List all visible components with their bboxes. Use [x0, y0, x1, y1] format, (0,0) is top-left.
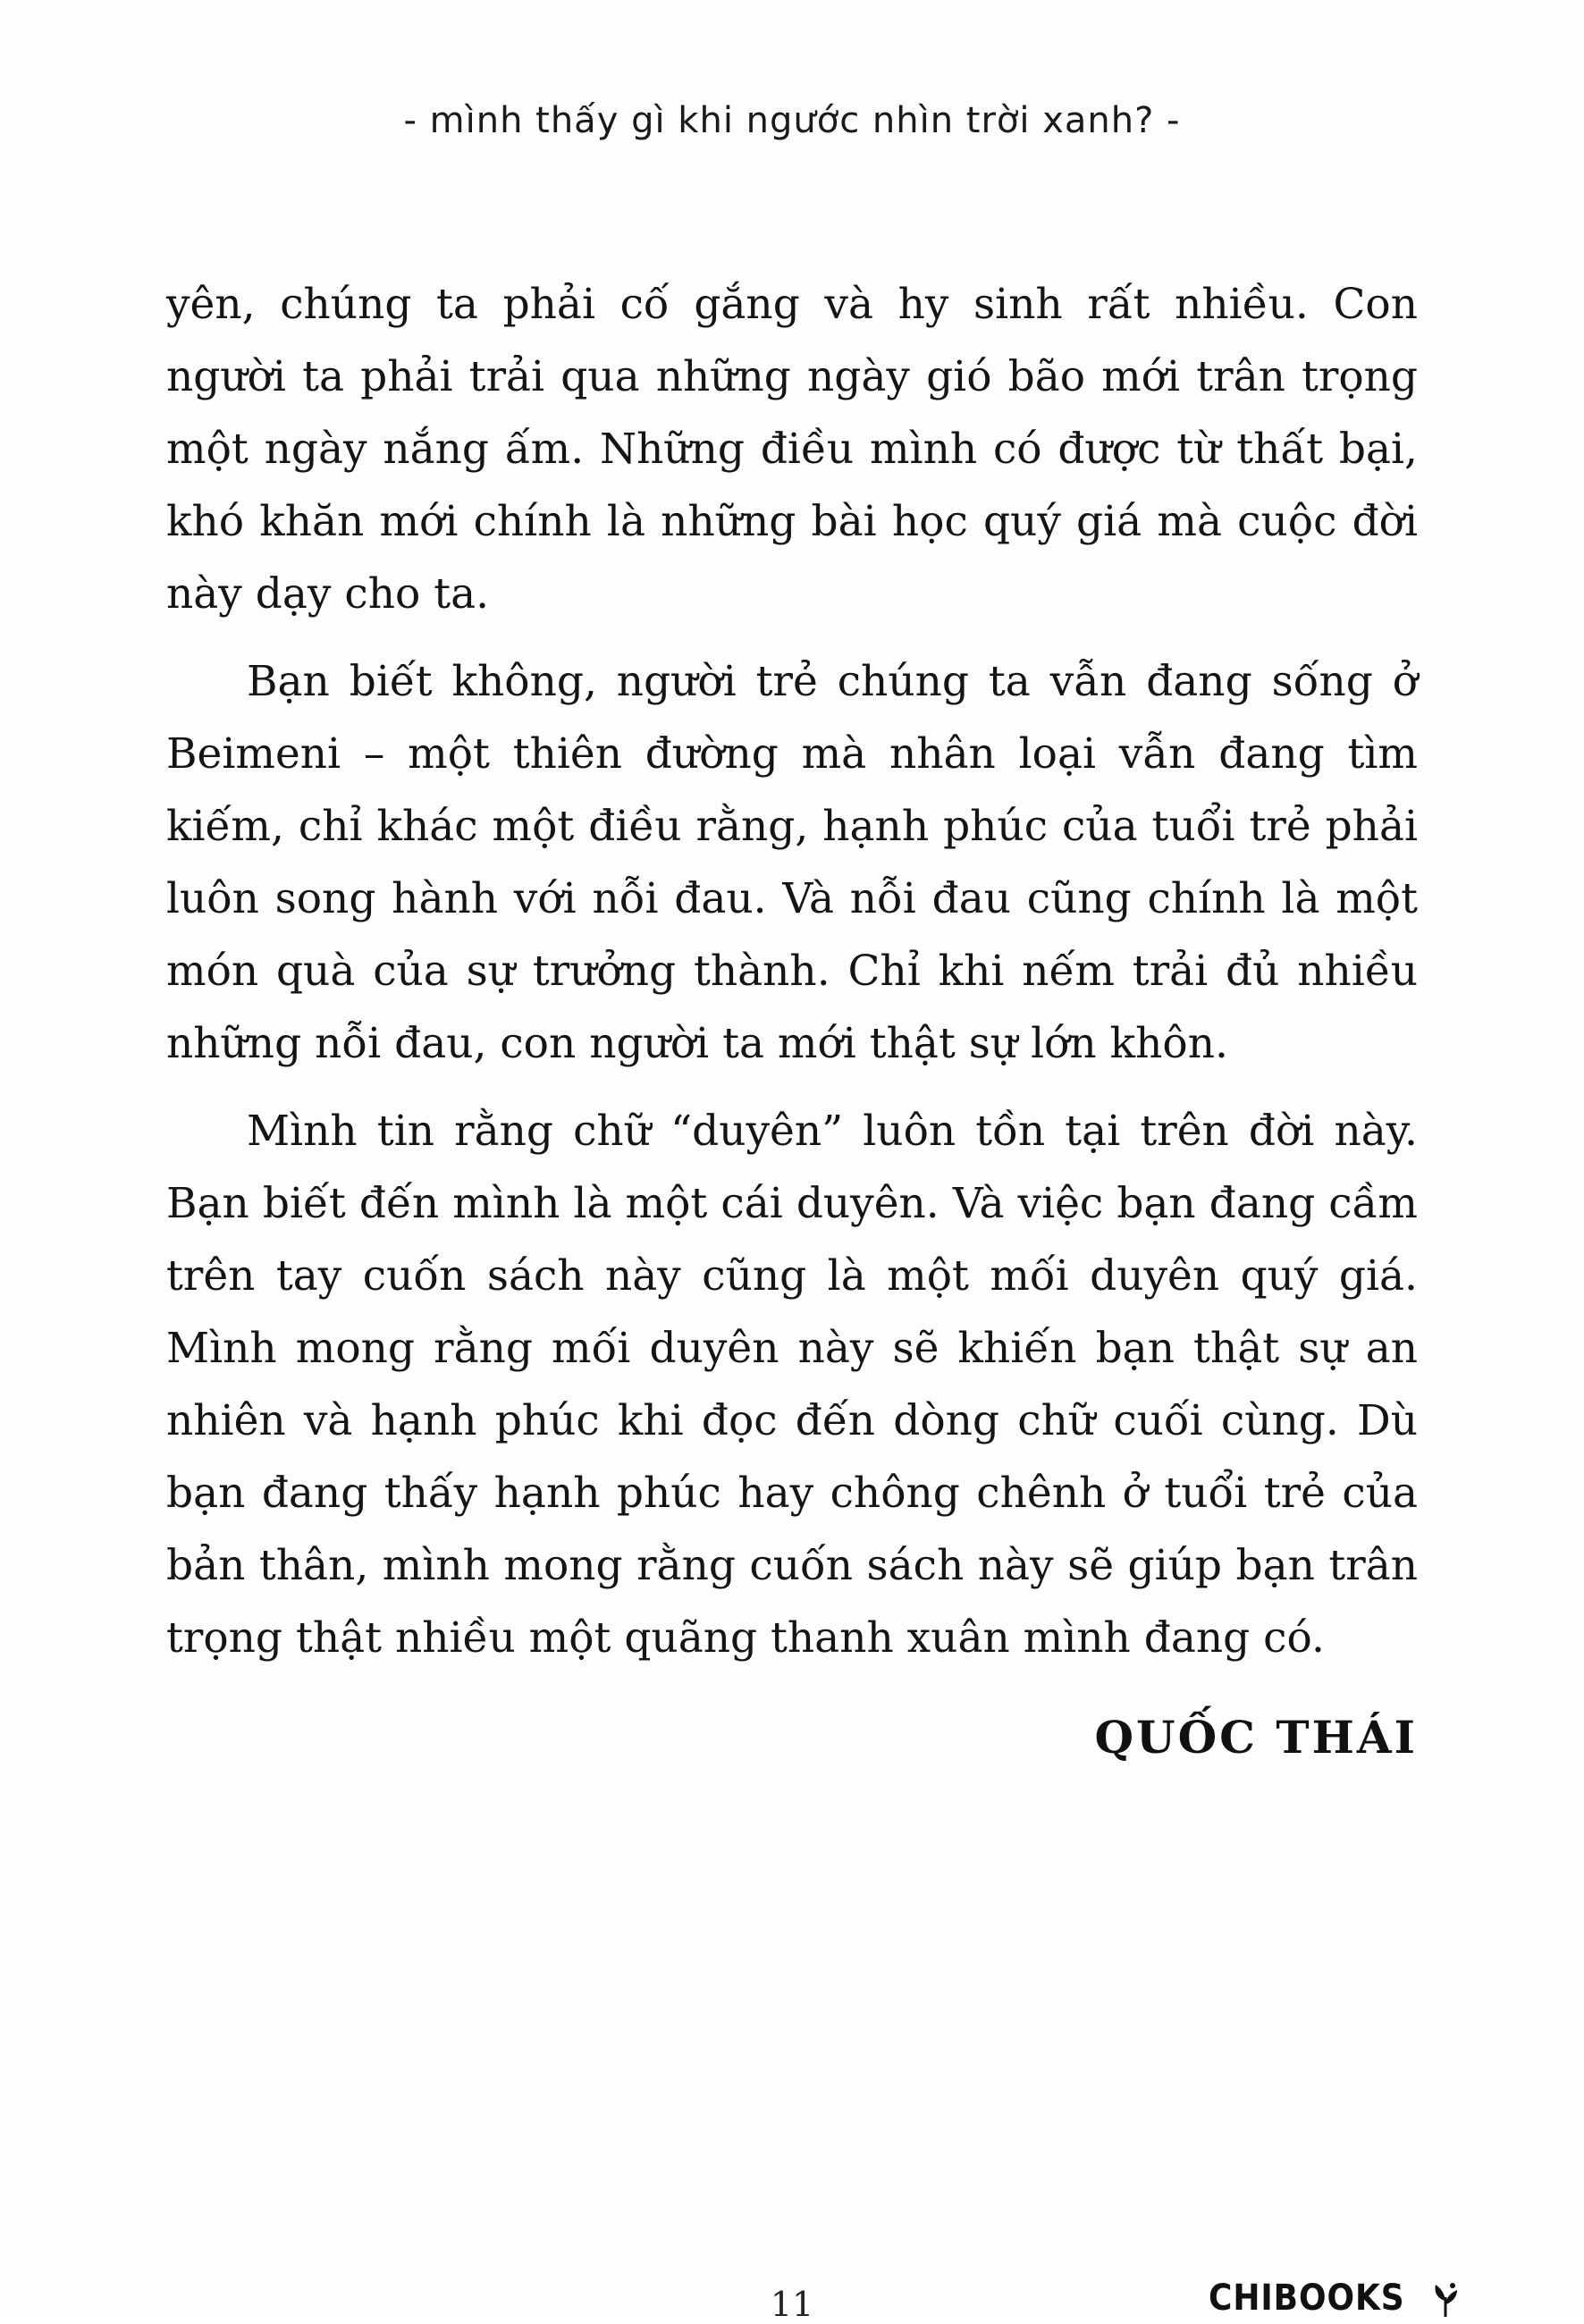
author-signature: QUỐC THÁI — [1094, 1711, 1418, 1764]
sprout-icon — [1430, 2281, 1461, 2319]
publisher-logo — [1209, 2278, 1461, 2319]
paragraph-3: Mình tin rằng chữ “duyên” luôn tồn tại trên đời này. Bạn biết đến mình là một cái duyên. Và việc bạn đang cầm trên tay cuốn sách này cũng là một mối duyên quý giá. Mình mong rằng mối duyên này sẽ khiến bạn thật sự an nhiên và hạnh phúc khi đọc đến dòng chữ cuối cùng. Dù bạn đang thấy hạnh phúc hay chông chênh ở tuổi trẻ của bản thân, mình mong rằng cuốn sách này sẽ giúp bạn trân trọng thật nhiều một quãng thanh xuân mình đang có. — [166, 1107, 1418, 1663]
body-text — [166, 268, 1418, 1674]
paragraph-1: yên, chúng ta phải cố gắng và hy sinh rất nhiều. Con người ta phải trải qua những ngày gió bão mới trân trọng một ngày nắng ấm. Những điều mình có được từ thất bại, khó khăn mới chính là những bài học quý giá mà cuộc đời này dạy cho ta. — [166, 280, 1418, 619]
page-number: 11 — [770, 2285, 814, 2324]
publisher-name: CHIBOOKS — [1209, 2278, 1405, 2319]
paragraph-2: Bạn biết không, người trẻ chúng ta vẫn đang sống ở Beimeni – một thiên đường mà nhân loại vẫn đang tìm kiếm, chỉ khác một điều rằng, hạnh phúc của tuổi trẻ phải luôn song hành với nỗi đau. Và nỗi đau cũng chính là một món quà của sự trưởng thành. Chỉ khi nếm trải đủ nhiều những nỗi đau, con người ta mới thật sự lớn khôn. — [166, 657, 1418, 1068]
running-header: - mình thấy gì khi ngước nhìn trời xanh? - — [403, 100, 1181, 141]
